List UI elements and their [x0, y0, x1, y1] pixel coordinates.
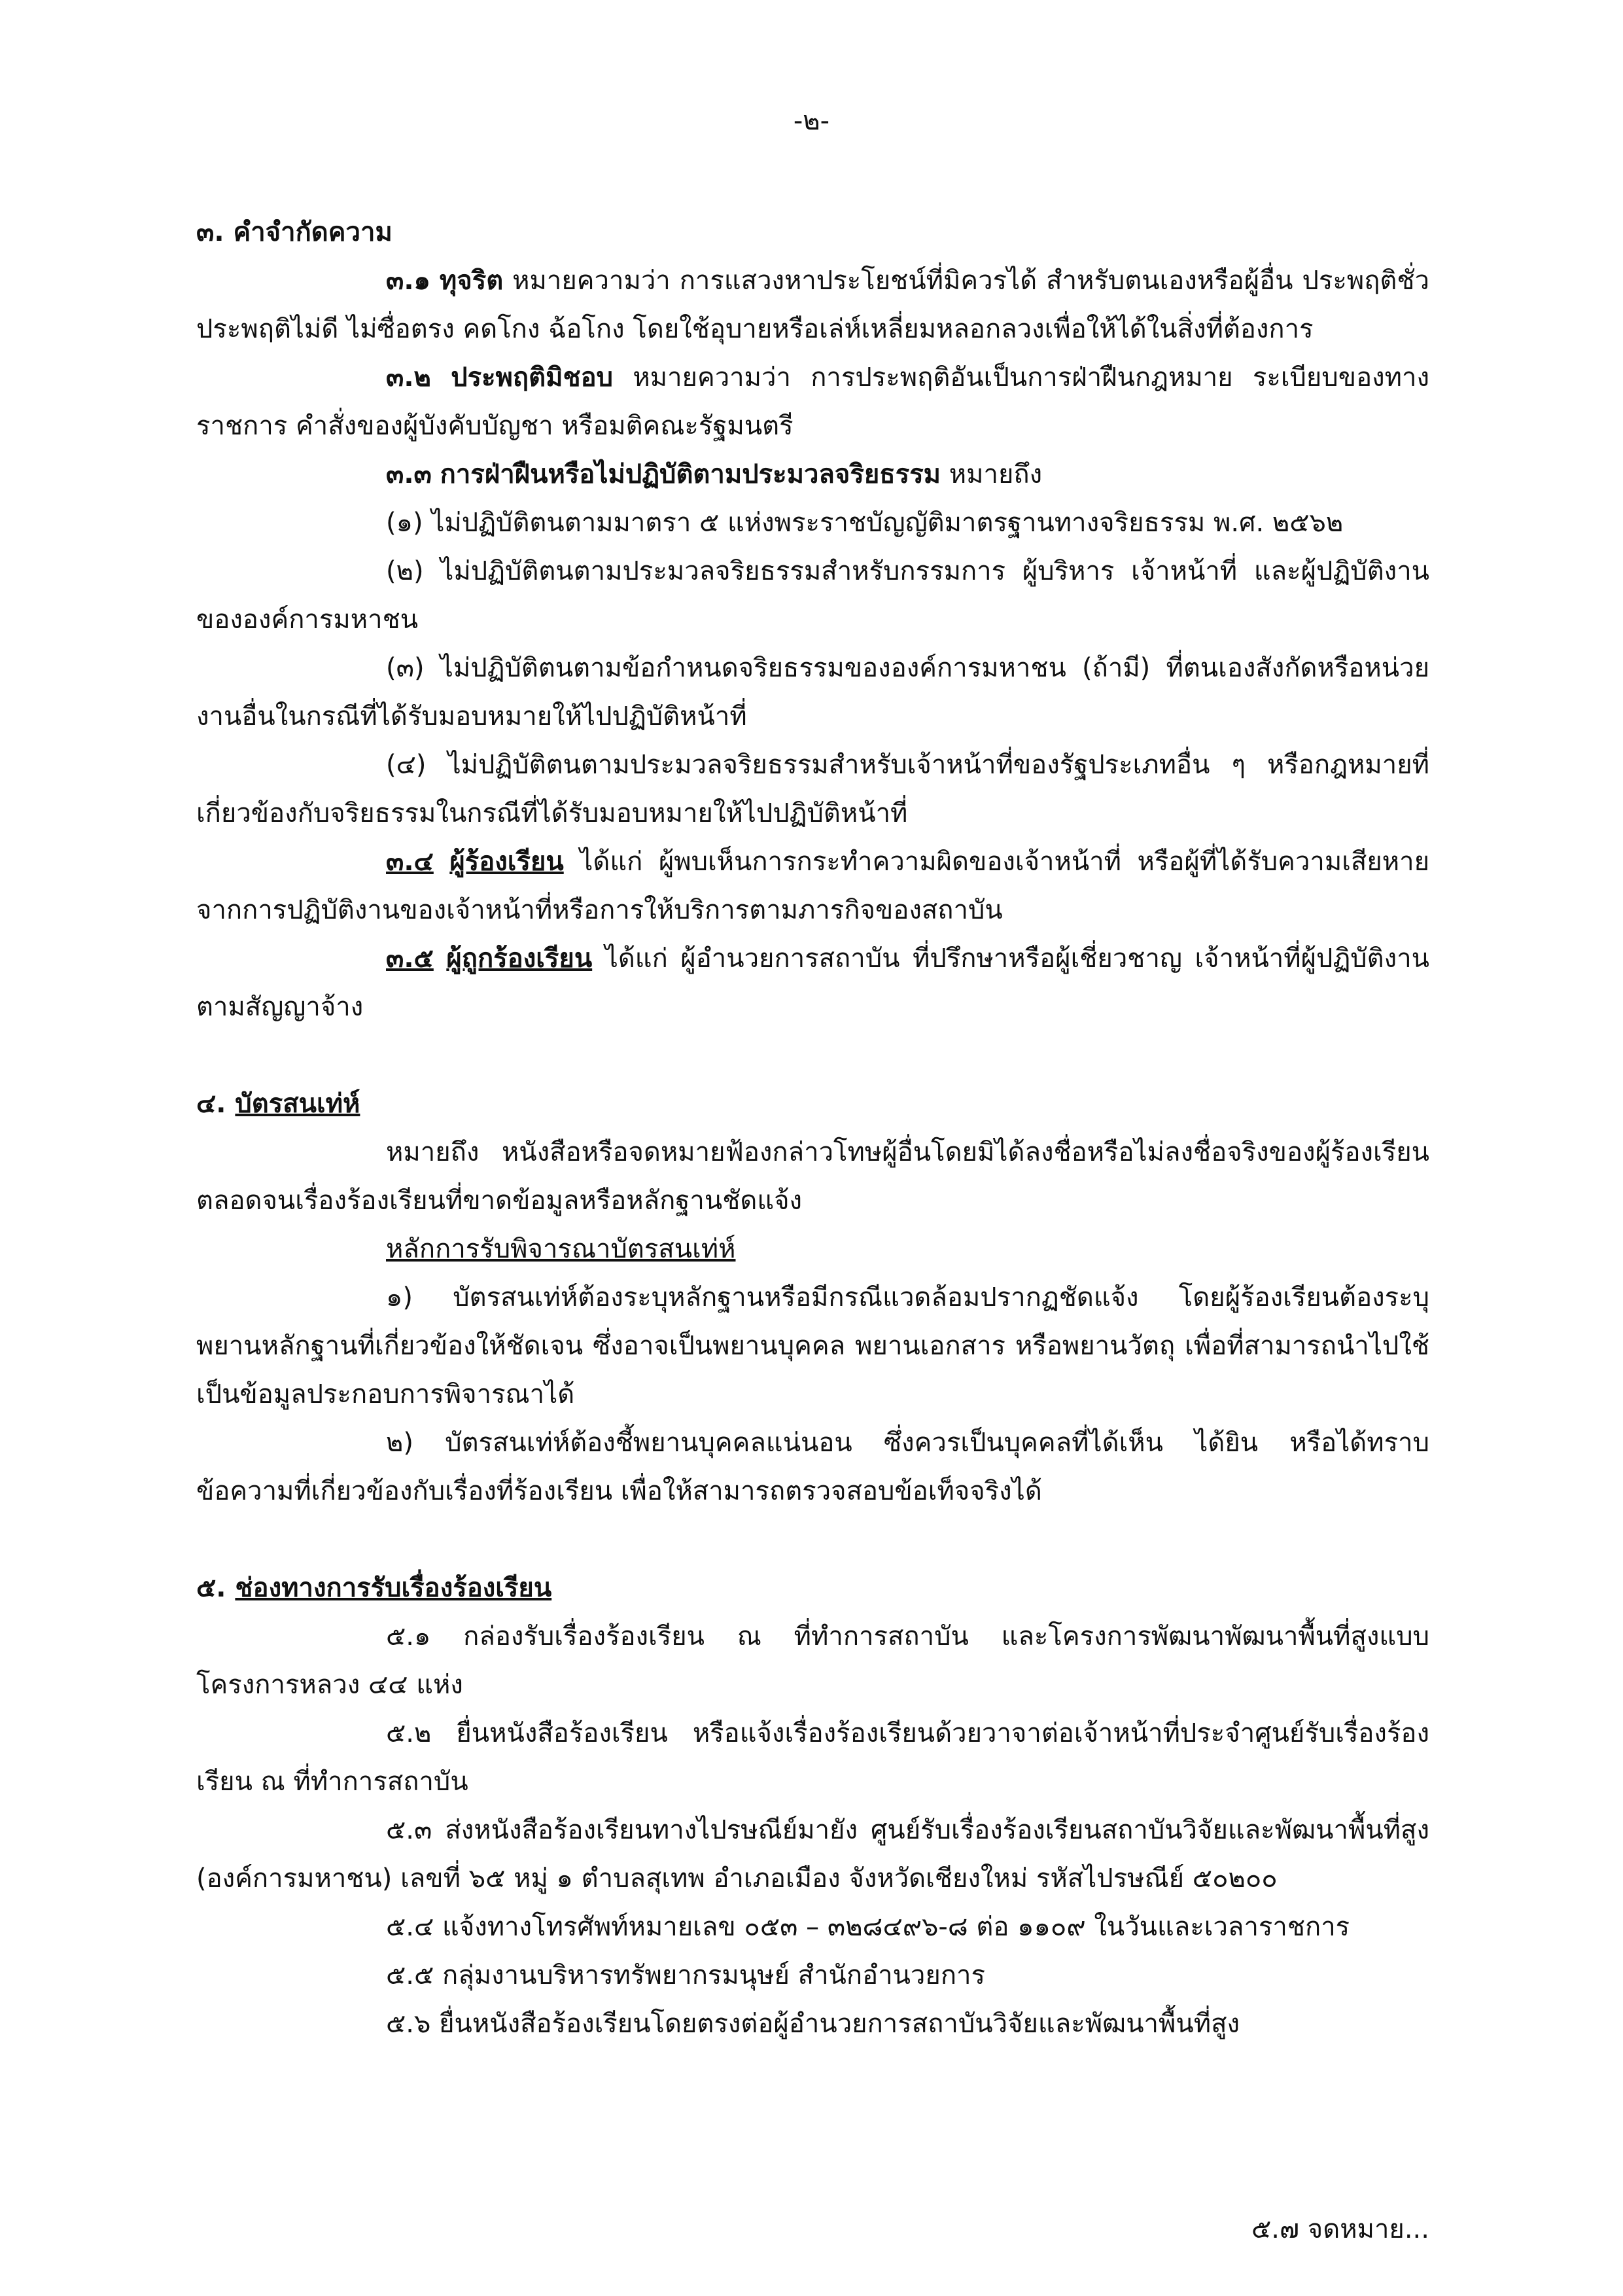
definition-3-2: [196, 353, 1429, 450]
definition-3-4-number: ๓.๔: [386, 847, 434, 877]
definition-3-3-text: หมายถึง: [949, 459, 1043, 489]
definition-3-5-number: ๓.๕: [386, 944, 434, 974]
definition-3-5-term: ผู้ถูกร้องเรียน: [446, 944, 593, 974]
section-5-item: ๕.๑ กล่องรับเรื่องร้องเรียน ณ ที่ทำการสถาบัน และโครงการพัฒนาพัฒนาพื้นที่สูงแบบโครงการหลวง ๔๔ แห่ง: [196, 1621, 1429, 1700]
section-5-item: ๕.๔ แจ้งทางโทรศัพท์หมายเลข ๐๕๓ – ๓๒๘๔๙๖-๘ ต่อ ๑๑๐๙ ในวันและเวลาราชการ: [386, 1912, 1350, 1942]
section-4-item: ๒) บัตรสนเท่ห์ต้องชี้พยานบุคคลแน่นอน ซึ่งควรเป็นบุคคลที่ได้เห็น ได้ยิน หรือได้ทราบข้อความที่เกี่ยวข้องกับเรื่องที่ร้องเรียน เพื่อให้สามารถตรวจสอบข้อเท็จจริงได้: [196, 1428, 1429, 1506]
section-4-definition: หมายถึง หนังสือหรือจดหมายฟ้องกล่าวโทษผู้อื่นโดยมิได้ลงชื่อหรือไม่ลงชื่อจริงของผู้ร้องเรียนตลอดจนเรื่องร้องเรียนที่ขาดข้อมูลหรือหลักฐานชัดแจ้ง: [196, 1137, 1429, 1216]
section-4-subheading: [196, 1225, 1429, 1273]
definition-3-4-text: ได้แก่ ผู้พบเห็นการกระทำความผิดของเจ้าหน้าที่ หรือผู้ที่ได้รับความเสียหายจากการปฏิบัติงานของเจ้าหน้าที่หรือการให้บริการตามภารกิจของสถาบัน: [196, 847, 1430, 925]
definition-3-3-item: (๓) ไม่ปฏิบัติตนตามข้อกำหนดจริยธรรมขององค์การมหาชน (ถ้ามี) ที่ตนเองสังกัดหรือหน่วยงานอื่นในกรณีที่ได้รับมอบหมายให้ไปปฏิบัติหน้าที่: [196, 653, 1430, 732]
definition-3-4: [196, 838, 1429, 934]
definition-3-1-term: ทุจริต: [439, 266, 504, 296]
section-4-title: บัตรสนเท่ห์: [235, 1089, 360, 1119]
section-4-number: ๔.: [196, 1089, 226, 1119]
section-5-number: ๕.: [196, 1573, 226, 1603]
definition-3-5-text: ได้แก่ ผู้อำนวยการสถาบัน ที่ปรึกษาหรือผู้เชี่ยวชาญ เจ้าหน้าที่ผู้ปฏิบัติงานตามสัญญาจ้าง: [196, 944, 1429, 1022]
definition-3-3-item: (๒) ไม่ปฏิบัติตนตามประมวลจริยธรรมสำหรับกรรมการ ผู้บริหาร เจ้าหน้าที่ และผู้ปฏิบัติงานขององค์การมหาชน: [196, 556, 1429, 635]
section-4-item: ๑) บัตรสนเท่ห์ต้องระบุหลักฐานหรือมีกรณีแวดล้อมปรากฏชัดแจ้ง โดยผู้ร้องเรียนต้องระบุพยานหลักฐานที่เกี่ยวข้องให้ชัดเจน ซึ่งอาจเป็นพยานบุคคล พยานเอกสาร หรือพยานวัตถุ เพื่อที่สามารถนำไปใช้เป็นข้อมูลประกอบการพิจารณาได้: [196, 1282, 1429, 1409]
continuation-note: ๕.๗ จดหมาย...: [1251, 2214, 1429, 2244]
section-5-item: ๕.๒ ยื่นหนังสือร้องเรียน หรือแจ้งเรื่องร้องเรียนด้วยวาจาต่อเจ้าหน้าที่ประจำศูนย์รับเรื่องร้องเรียน ณ ที่ทำการสถาบัน: [196, 1718, 1429, 1797]
section-5-item: ๕.๖ ยื่นหนังสือร้องเรียนโดยตรงต่อผู้อำนวยการสถาบันวิจัยและพัฒนาพื้นที่สูง: [386, 2009, 1240, 2039]
definition-3-5: [196, 934, 1429, 1031]
definition-3-2-term: ประพฤติมิชอบ: [451, 362, 614, 393]
section-5-item: ๕.๕ กลุ่มงานบริหารทรัพยากรมนุษย์ สำนักอำนวยการ: [386, 1960, 985, 1990]
document-body: [196, 208, 1429, 2048]
section-4-heading: [196, 1080, 1429, 1128]
definition-3-3: [196, 450, 1429, 499]
definition-3-2-text: หมายความว่า การประพฤติอันเป็นการฝ่าฝืนกฎหมาย ระเบียบของทางราชการ คำสั่งของผู้บังคับบัญชา หรือมติคณะรัฐมนตรี: [196, 362, 1430, 441]
section-5-heading: [196, 1564, 1429, 1612]
section-5-item: ๕.๓ ส่งหนังสือร้องเรียนทางไปรษณีย์มายัง ศูนย์รับเรื่องร้องเรียนสถาบันวิจัยและพัฒนาพื้นที่สูง (องค์การมหาชน) เลขที่ ๖๕ หมู่ ๑ ตำบลสุเทพ อำเภอเมือง จังหวัดเชียงใหม่ รหัสไปรษณีย์ ๕๐๒๐๐: [196, 1815, 1429, 1894]
definition-3-2-number: ๓.๒: [386, 362, 431, 393]
definition-3-1: [196, 256, 1429, 353]
definition-3-3-term: การฝ่าฝืนหรือไม่ปฏิบัติตามประมวลจริยธรรม: [440, 459, 941, 489]
section-3-heading: ๓. คำจำกัดความ: [196, 217, 393, 247]
page-number: -๒-: [793, 106, 830, 136]
definition-3-3-item: (๔) ไม่ปฏิบัติตนตามประมวลจริยธรรมสำหรับเจ้าหน้าที่ของรัฐประเภทอื่น ๆ หรือกฎหมายที่เกี่ยวข้องกับจริยธรรมในกรณีที่ได้รับมอบหมายให้ไปปฏิบัติหน้าที่: [196, 750, 1430, 828]
definition-3-1-number: ๓.๑: [386, 266, 430, 296]
definition-3-4-term: ผู้ร้องเรียน: [449, 847, 564, 877]
definition-3-3-number: ๓.๓: [386, 459, 432, 489]
section-5-title: ช่องทางการรับเรื่องร้องเรียน: [235, 1573, 552, 1603]
definition-3-3-item: (๑) ไม่ปฏิบัติตนตามมาตรา ๕ แห่งพระราชบัญญัติมาตรฐานทางจริยธรรม พ.ศ. ๒๕๖๒: [386, 508, 1344, 538]
definition-3-1-text: หมายความว่า การแสวงหาประโยชน์ที่มิควรได้ สำหรับตนเองหรือผู้อื่น ประพฤติชั่ว ประพฤติไม่ดี ไม่ซื่อตรง คดโกง ฉ้อโกง โดยใช้อุบายหรือเล่ห์เหลี่ยมหลอกลวงเพื่อให้ได้ในสิ่งที่ต้องการ: [196, 266, 1429, 344]
section-4-subheading-text: หลักการรับพิจารณาบัตรสนเท่ห์: [386, 1234, 736, 1264]
